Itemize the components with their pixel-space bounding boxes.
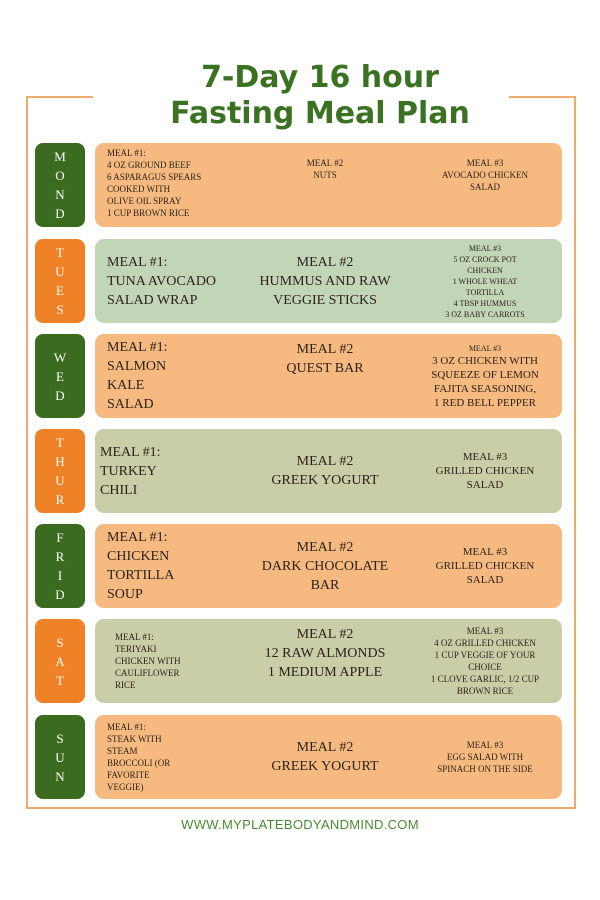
meal-3-label: MEAL #3 (462, 451, 508, 463)
meal-2-text: QUEST BAR (286, 361, 364, 376)
day-card-tuesday (95, 239, 562, 323)
day-badge-tuesday (35, 239, 85, 323)
meal-2-text: 12 RAW ALMONDS 1 MEDIUM APPLE (264, 646, 386, 680)
meal-1-text: SALMON KALE SALAD (107, 359, 167, 412)
meal-2 (245, 143, 405, 227)
day-label: S A T (55, 634, 65, 688)
meal-3-label: MEAL #3 (462, 546, 508, 558)
meal-1-text: TERIYAKI CHICKEN WITH CAULIFLOWER RICE (115, 644, 181, 690)
meal-2-label: MEAL #2 (296, 627, 354, 642)
meal-3-text: GRILLED CHICKEN SALAD (435, 465, 535, 491)
day-badge-wednesday (35, 334, 85, 418)
meal-2-label: MEAL #2 (296, 740, 354, 755)
meal-3-label: MEAL #3 (466, 740, 504, 750)
meal-3 (415, 524, 555, 608)
meal-2-text: NUTS (313, 170, 337, 180)
day-badge-saturday (35, 619, 85, 703)
meal-1-text: STEAK WITH STEAM BROCCOLI (OR FAVORITE VEGGIE) (107, 734, 171, 792)
website-link[interactable]: WWW.MYPLATEBODYANDMIND.COM (181, 817, 419, 832)
meal-1 (107, 239, 247, 323)
meal-3-label: MEAL #3 (468, 243, 502, 253)
meal-1 (107, 715, 247, 799)
day-card-thursday (95, 429, 562, 513)
meal-2 (245, 429, 405, 513)
meal-3-text: 4 OZ GRILLED CHICKEN 1 CUP VEGGIE OF YOUR CHOICE 1 CLOVE GARLIC, 1/2 CUP BROWN RICE (430, 638, 540, 696)
meal-1-text: 4 OZ GROUND BEEF 6 ASPARAGUS SPEARS COOKED WITH OLIVE OIL SPRAY 1 CUP BROWN RICE (107, 160, 202, 218)
meal-1-label: MEAL #1: (107, 722, 146, 732)
title-line-2: Fasting Meal Plan (170, 96, 470, 131)
meal-1-text: CHICKEN TORTILLA SOUP (107, 549, 175, 602)
meal-3 (415, 239, 555, 323)
day-label: T H U R (55, 435, 65, 507)
meal-2-text: HUMMUS AND RAW VEGGIE STICKS (259, 273, 391, 308)
meal-1-text: TUNA AVOCADO SALAD WRAP (107, 273, 217, 308)
meal-1-text: TURKEY CHILI (100, 463, 157, 498)
day-card-wednesday (95, 334, 562, 418)
meal-3 (415, 143, 555, 227)
meal-1-label: MEAL #1: (107, 530, 168, 545)
meal-1-label: MEAL #1: (115, 632, 154, 642)
meal-3-label: MEAL #3 (466, 158, 504, 168)
meal-3-text: 5 OZ CROCK POT CHICKEN 1 WHOLE WHEAT TORTILLA 4 TBSP HUMMUS 3 OZ BABY CARROTS (445, 254, 525, 319)
title-line-1: 7-Day 16 hour (201, 60, 439, 95)
day-card-sunday (95, 715, 562, 799)
meal-1 (100, 429, 240, 513)
meal-1-label: MEAL #1: (107, 340, 168, 355)
meal-1 (107, 334, 247, 418)
meal-2-text: GREEK YOGURT (271, 473, 379, 488)
meal-2 (245, 239, 405, 323)
day-badge-monday (35, 143, 85, 227)
day-badge-sunday (35, 715, 85, 799)
meal-2-label: MEAL #2 (296, 254, 354, 270)
day-card-monday (95, 143, 562, 227)
meal-3-text: GRILLED CHICKEN SALAD (435, 560, 535, 586)
meal-3-label: MEAL #3 (468, 343, 502, 353)
day-badge-thursday (35, 429, 85, 513)
day-label: T U E S (55, 245, 65, 317)
meal-3 (415, 715, 555, 799)
meal-2-label: MEAL #2 (296, 342, 354, 357)
meal-3-text: EGG SALAD WITH SPINACH ON THE SIDE (437, 752, 533, 774)
meal-2 (245, 334, 405, 418)
meal-3 (415, 429, 555, 513)
meal-1-label: MEAL #1: (107, 148, 146, 158)
meal-2 (245, 619, 405, 703)
meal-1 (107, 524, 247, 608)
day-card-friday (95, 524, 562, 608)
meal-2-text: DARK CHOCOLATE BAR (261, 558, 389, 593)
meal-2-label: MEAL #2 (296, 539, 354, 555)
meal-1 (115, 619, 235, 703)
meal-2-label: MEAL #2 (296, 454, 354, 469)
meal-3-text: 3 OZ CHICKEN WITH SQUEEZE OF LEMON FAJITA SEASONING, 1 RED BELL PEPPER (431, 354, 539, 409)
meal-2 (245, 715, 405, 799)
meal-1 (107, 143, 247, 227)
meal-3-label: MEAL #3 (466, 626, 504, 636)
day-badge-friday (35, 524, 85, 608)
day-label: S U N (55, 730, 65, 784)
meal-2 (245, 524, 405, 608)
day-card-saturday (95, 619, 562, 703)
meal-1-label: MEAL #1: (100, 444, 161, 460)
meal-2-text: GREEK YOGURT (271, 759, 379, 774)
meal-3 (415, 334, 555, 418)
meal-1-label: MEAL #1: (107, 254, 168, 270)
day-label: W E D (53, 349, 67, 403)
meal-3 (415, 619, 555, 703)
day-label: F R I D (55, 530, 65, 602)
page-title (80, 60, 560, 132)
meal-3-text: AVOCADO CHICKEN SALAD (441, 170, 529, 192)
day-label: M O N D (54, 149, 66, 221)
meal-2-label: MEAL #2 (306, 158, 344, 168)
